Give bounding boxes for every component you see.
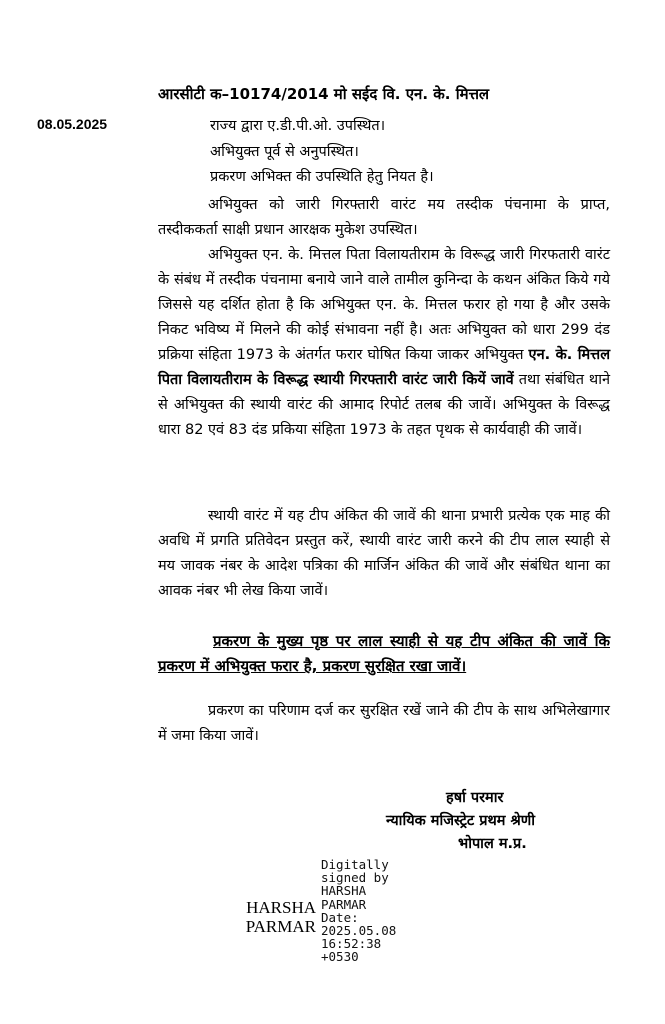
dsig-line: HARSHA bbox=[321, 883, 367, 899]
case-number: आरसीटी क–10174/2014 मो सईद वि. एन. के. मित्तल bbox=[158, 85, 490, 103]
dsig-line: 2025.05.08 bbox=[321, 923, 397, 939]
dsig-line: Date: bbox=[321, 909, 359, 925]
order-line-prosecution: राज्य द्वारा ए.डी.पी.ओ. उपस्थित। bbox=[210, 118, 386, 134]
dsig-line: +0530 bbox=[321, 949, 359, 965]
dsig-line: Digitally bbox=[321, 857, 389, 872]
digital-signature-name-last: PARMAR bbox=[245, 917, 316, 936]
paragraph-record-room: प्रकरण का परिणाम दर्ज कर सुरक्षित रखें जाने की टीप के साथ अभिलेखागार में जमा किया जावें। bbox=[158, 703, 610, 744]
signatory-name: हर्षा परमार bbox=[446, 790, 504, 806]
signatory-place: भोपाल म.प्र. bbox=[458, 836, 527, 852]
dsig-line: PARMAR bbox=[321, 896, 367, 912]
order-line-case-fixed: प्रकरण अभिक्त की उपस्थिति हेतु नियत है। bbox=[210, 169, 434, 185]
paragraph-absconding-order bbox=[158, 243, 610, 443]
paragraph-text: अभियुक्त एन. के. मित्तल पिता विलायतीराम के विरूद्ध जारी गिरफतारी वारंट के संबंध में तस्दीक पंचनामा बनाये जाने वाले तामील कुनिन्दा के कथन अंकित किये गये जिससे यह दर्शित होता है कि अभियुक्त एन. के. मित्तल फरार हो गया है और उसके निकट भविष्य में मिलने की कोई संभावना नहीं है। अतः अभियुक्त को धारा 299 दंड प्रक्रिया संहिता 1973 के अंतर्गत फरार घोषित किया जाकर अभियुक्त bbox=[158, 247, 610, 363]
order-date: 08.05.2025 bbox=[37, 116, 108, 132]
paragraph-warrant-received: अभियुक्त को जारी गिरफ्तारी वारंट मय तस्दीक पंचनामा के प्राप्त, तस्दीककर्ता साक्षी प्रधान आरक्षक मुकेश उपस्थित। bbox=[158, 197, 610, 238]
paragraph-progress-report: स्थायी वारंट में यह टीप अंकित की जावें की थाना प्रभारी प्रत्येक एक माह की अवधि में प्रगति प्रतिवेदन प्रस्तुत करें, स्थायी वारंट जारी करने की टीप लाल स्याही से मय जावक नंबर के आदेश पत्रिका की मार्जिन अंकित की जावें और संबंधित थाना का आवक नंबर भी लेख किया जावें। bbox=[158, 508, 610, 599]
digital-signature-name-first: HARSHA bbox=[246, 898, 316, 917]
digital-signature-details bbox=[321, 858, 396, 964]
order-line-accused-absent: अभियुक्त पूर्व से अनुपस्थित। bbox=[210, 144, 359, 160]
signatory-designation: न्यायिक मजिस्ट्रेट प्रथम श्रेणी bbox=[386, 813, 536, 829]
permanent-warrant-directive: एन. के. मित्तल पिता विलायतीराम के विरूद्ध स्थायी गिरफ्तारी वारंट जारी कियें जावें bbox=[158, 347, 611, 388]
paragraph-text: तथा संबंधित थाने से अभियुक्त की स्थायी वारंट की आमाद रिपोर्ट तलब की जावें। अभियुक्त के विरूद्ध धारा 82 एवं 83 दंड प्रकिया संहिता 1973 के तहत पृथक से कार्यवाही की जावें। bbox=[158, 372, 610, 438]
digital-signature-name bbox=[240, 898, 316, 936]
dsig-line: 16:52:38 bbox=[321, 936, 382, 952]
red-ink-instruction: प्रकरण के मुख्य पृष्ठ पर लाल स्याही से यह टीप अंकित की जावें कि प्रकरण में अभियुक्त फरार है, प्रकरण सुरक्षित रखा जावें। bbox=[158, 632, 610, 675]
dsig-line: signed by bbox=[321, 870, 389, 886]
